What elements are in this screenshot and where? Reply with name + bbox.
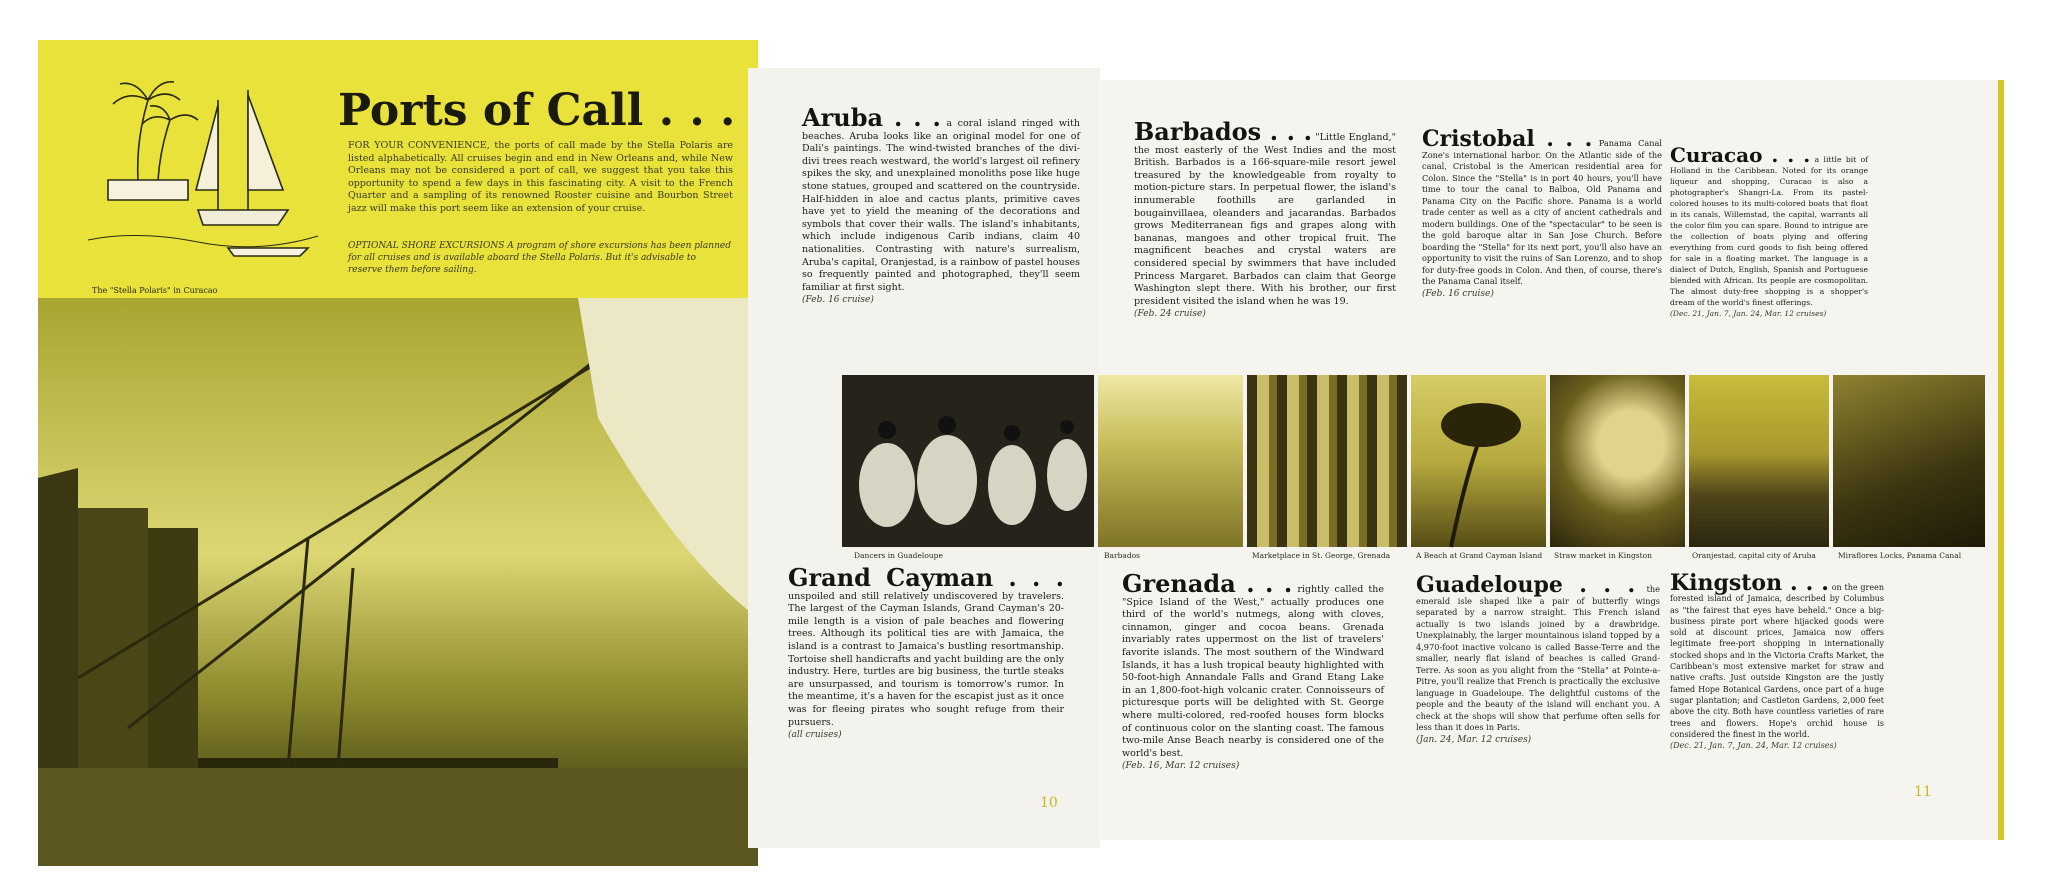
page-number-11: 11 <box>1914 784 1932 800</box>
article-body: unspoiled and still relatively undiscovered by travelers. The largest of the Cayman Islands, Grand Cayman's 20-mile length is a vision of pale beaches and flowering trees. Although its political ties are with Jamaica, the island is a contrast to Jamaica's bustling resortmanship. Tortoise shell handicrafts and yacht building are the only industry. Here, turtles are big business, the turtle steaks are unsurpassed, and tourism is tomorrow's rumor. In the meantime, it's a haven for the escapist just as it once was for fleeing pirates who sought refuge from their pursuers. <box>788 590 1064 728</box>
article-grenada <box>1122 569 1384 772</box>
photo-marketplace <box>1247 375 1407 547</box>
article-body: rightly called the "Spice Island of the West," actually produces one third of the world's nutmegs, along with cloves, cinnamon, ginger and cocoa beans. Grenada invariably rates uppermost on the list of travelers' favorite islands. The most southern of the Windward Islands, it has a lush tropical beauty highlighted with 50-foot-high Annandale Falls and Grand Etang Lake in an 1,800-foot-high volcanic crater. Connoisseurs of picturesque ports will be delighted with St. George where multi-colored, red-roofed houses form blocks of continuous color on the slanting coast. The famous two-mile Anse Beach nearby is considered one of the world's best. <box>1122 584 1384 759</box>
page-number-10: 10 <box>1040 795 1058 811</box>
article-title: Cristobal . . . <box>1422 126 1593 152</box>
article-title: Barbados . . . <box>1134 117 1312 146</box>
ship-palm-illustration <box>78 60 328 280</box>
photo-oranjestad <box>1689 375 1829 547</box>
article-guadeloupe <box>1416 572 1660 745</box>
intro-text: FOR YOUR CONVENIENCE, the ports of call made by the Stella Polaris are listed alphabetically. All cruises begin and end in New Orleans and, while New Orleans may not be considered a port of call, we suggest that you take this opportunity to spend a few days in this fascinating city. A visit to the French Quarter and a sampling of its renowned Rooster cuisine and Bourbon Street jazz will make this port seem like an extension of your cruise. <box>348 140 733 214</box>
article-body: a little bit of Holland in the Caribbean. Noted for its orange liqueur and shopping, Curacao is also a photographer's Shangri-La. From its pastel-colored houses to its multi-colored boats that float in its canals, Willemstad, the capital, warrants all the color film you can spare. Bound to intrigue are the collection of boats plying and offering everything from curd goods to fish being offered for sale in a floating market. The language is a dialect of Dutch, English, Spanish and Portuguese blended with African. Its people are cosmopolitan. The almost duty-free shopping is a shopper's dream of the world's finest offerings. <box>1670 155 1868 307</box>
article-aruba <box>802 103 1080 306</box>
caption-dancers: Dancers in Guadeloupe <box>854 551 943 560</box>
article-body: the emerald isle shaped like a pair of butterfly wings separated by a narrow straight. This French island actually is two islands joined by a drawbridge. Unexplainably, the larger mountainous island topped by a 4,970-foot inactive volcano is called Basse-Terre and the smaller, nearly flat island of beaches is called Grand-Terre. As soon as you alight from the "Stella" at Pointe-a-Pitre, you'll realize that French is practically the exclusive language in Guadeloupe. The delightful customs of the people and the beauty of the island will enchant you. A check at the shops will show that perfume often sells for less than it does in Paris. <box>1416 584 1660 732</box>
article-note: (Feb. 24 cruise) <box>1134 309 1206 320</box>
caption-miraflores: Miraflores Locks, Panama Canal <box>1838 551 1962 560</box>
article-note: (Jan. 24, Mar. 12 cruises) <box>1416 734 1532 745</box>
article-note: (Dec. 21, Jan. 7, Jan. 24, Mar. 12 cruises) <box>1670 741 1837 751</box>
caption-marketplace: Marketplace in St. George, Grenada <box>1252 551 1391 560</box>
article-title: Curacao . . . <box>1670 143 1811 167</box>
photo-strip <box>842 375 1990 560</box>
article-grand-cayman <box>788 563 1064 741</box>
article-title: Grand Cayman . . . <box>788 563 1064 592</box>
article-note: (Feb. 16 cruise) <box>802 295 874 306</box>
article-note: (Feb. 16 cruise) <box>1422 288 1494 299</box>
caption-straw-market: Straw market in Kingston <box>1554 551 1653 560</box>
photo-beach <box>1411 375 1546 547</box>
article-body: Panama Canal Zone's international harbor. On the Atlantic side of the canal, Cristobal is the American residential area for Colon. Since the "Stella" is in port 40 hours, you'll have time to tour the canal to Balboa, Old Panama and Panama City on the Pacific shore. Panama is a world trade center as well as a city of ancient cathedrals and modern buildings. One of the "spectacular" to be seen is the gold baroque altar in San Jose Church. Before boarding the "Stella" for its next port, you'll also have an opportunity to visit the ruins of San Lorenzo, and to shop for duty-free goods in Colon. And then, of course, there's the Panama Canal itself. <box>1422 138 1662 286</box>
photo-dancers-art <box>842 375 1094 547</box>
harbor-photo <box>38 298 758 866</box>
article-cristobal <box>1422 126 1662 299</box>
article-title: Kingston . . . <box>1670 570 1829 596</box>
harbor-photo-art <box>38 298 758 866</box>
photo-barbados <box>1098 375 1243 547</box>
illustration-caption: The "Stella Polaris" in Curacao <box>92 286 218 295</box>
article-note: (Feb. 16, Mar. 12 cruises) <box>1122 761 1240 772</box>
article-body: on the green forested island of Jamaica, described by Columbus as "the fairest that eyes have beheld." Once a big-business pirate port where hijacked goods were sold at discount prices, Jamaica now offers legitimate free-port shopping in internationally stocked shops and in the Victoria Crafts Market, the Caribbean's most extensive market for straw and native crafts. Just outside Kingston are the justly famed Hope Botanical Gardens, once part of a huge sugar plantation; and Castleton Gardens, 2,000 feet above the city. Both have countless varieties of rare trees and flowers. Hope's orchid house is considered the finest in the world. <box>1670 583 1884 739</box>
shore-excursions-note: OPTIONAL SHORE EXCURSIONS A program of shore excursions has been planned for all cruises and is available aboard the Stella Polaris. But it's advisable to reserve them before sailing. <box>348 241 731 275</box>
article-body: "Little England," the most easterly of the West Indies and the most British. Barbados is a 166-square-mile resort jewel treasured by the knowledgeable from royalty to motion-picture stars. In perpetual flower, the island's innumerable foothills are garlanded in bougainvillaea, oleanders and jacarandas. Barbados grows Mediterranean figs and grapes along with bananas, mangoes and other tropical fruit. The magnificent beaches and crystal waters are considered special by swimmers that have included Princess Margaret. Barbados can claim that George Washington slept there. With his brother, our first president visited the island when he was 19. <box>1134 132 1396 307</box>
caption-beach: A Beach at Grand Cayman Island <box>1416 551 1543 560</box>
page-title: Ports of Call . . . <box>338 85 736 136</box>
article-body: a coral island ringed with beaches. Aruba looks like an original model for one of Dali's paintings. The wind-twisted branches of the divi-divi trees reach westward, the world's largest oil refinery spikes the sky, and unexplained monoliths pose like huge stone statues, grouped and scattered on the countryside. Half-hidden in aloe and cactus plants, primitive caves have yet to yield the meaning of the decorations and symbols that cover their walls. The island's inhabitants, which include indigenous Carib indians, claim 40 nationalities. Contrasting with nature's surrealism, Aruba's capital, Oranjestad, is a rainbow of pastel houses so frequently painted and photographed, they'll seem familiar at first sight. <box>802 118 1080 293</box>
article-title: Guadeloupe . . . <box>1416 572 1636 598</box>
article-title: Grenada . . . <box>1122 569 1293 598</box>
article-kingston <box>1670 570 1884 751</box>
article-barbados <box>1134 117 1396 320</box>
article-note: (all cruises) <box>788 730 842 741</box>
left-page <box>38 40 758 866</box>
caption-barbados: Barbados <box>1104 551 1141 560</box>
photo-beach-art <box>1411 375 1546 547</box>
article-title: Aruba . . . <box>802 103 941 132</box>
photo-dancers <box>842 375 1094 547</box>
article-curacao <box>1670 143 1868 318</box>
photo-miraflores <box>1833 375 1985 547</box>
article-note: (Dec. 21, Jan. 7, Jan. 24, Mar. 12 cruises) <box>1670 309 1827 318</box>
photo-straw-market <box>1550 375 1685 547</box>
caption-oranjestad: Oranjestad, capital city of Aruba <box>1692 551 1816 560</box>
